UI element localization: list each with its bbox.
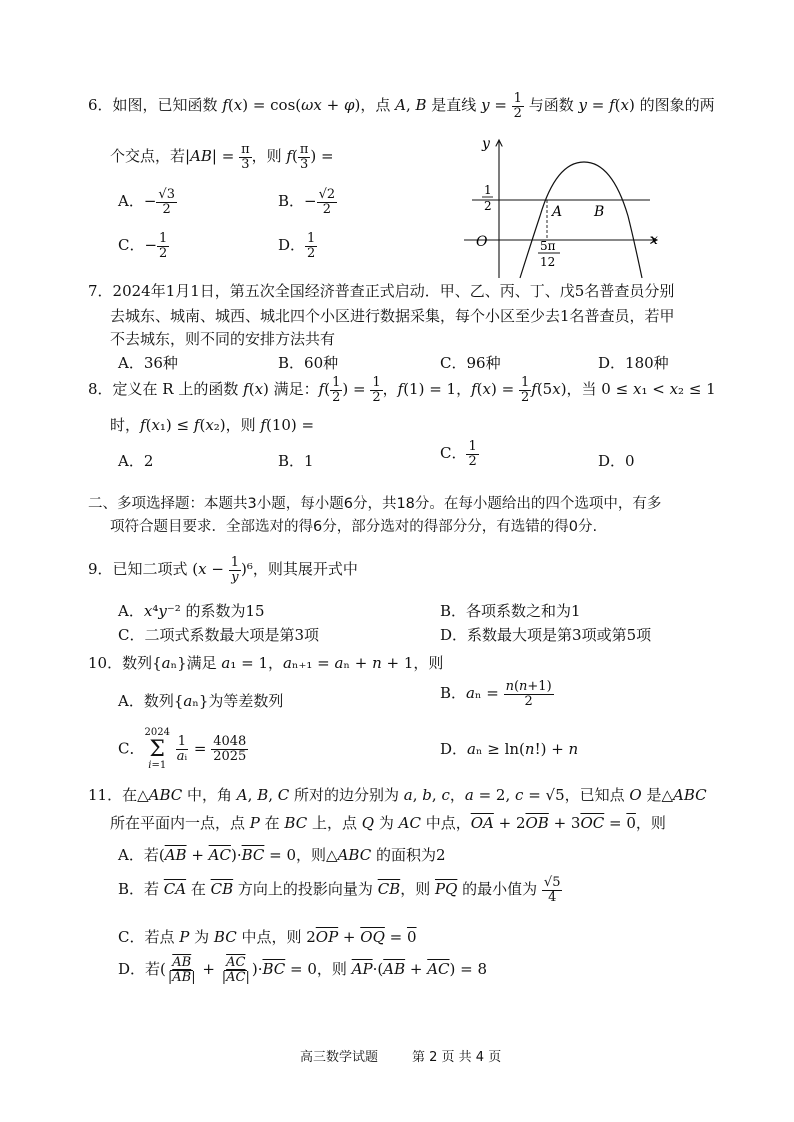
- q11-option-d: D．若( $\frac{\overline{AB}}{|\overline{AB}|}$ + $\frac{\overline{AC}}{|\overline{AC}|}$ )$\cdot\overline{BC} = 0$，则 $\overline{AP}\cdot(\overline{AB} + \overline{AC}) = 8$: [118, 955, 488, 985]
- q10-option-c: C． 2024 Σ i=1 $\frac{1}{\text{aᵢ}}$ = $\frac{4048}{2025}$: [118, 727, 247, 771]
- q9-option-b: B．各项系数之和为1: [440, 602, 581, 620]
- q6-graph: [462, 132, 672, 280]
- q11-option-a: A．若$(\overline{AB} + \overline{AC})\cdot\overline{BC} = 0$，则△ABC 的面积为2: [118, 846, 446, 864]
- x-mark-num: 5π: [540, 239, 556, 253]
- q6-option-a: A．− $\frac{√3}{2}$: [118, 187, 175, 217]
- q6-option-d: D． $\frac{1}{2}$: [278, 231, 316, 261]
- origin-label: O: [476, 234, 488, 250]
- q9-option-c: C．二项式系数最大项是第3项: [118, 626, 320, 644]
- q6-line2: 个交点，若|AB| = $\frac{\pi}{3}$ ，则 f( $\frac{\pi}{3}$ ) =: [110, 142, 334, 172]
- q7-option-a: A．36种: [118, 354, 178, 372]
- q9-option-d: D．系数最大项是第3项或第5项: [440, 626, 652, 644]
- q10-option-d: D．aₙ ≥ ln(n!) + n: [440, 740, 579, 758]
- q7-line3: 不去城东，则不同的安排方法共有: [110, 330, 336, 348]
- point-b-label: B: [594, 204, 605, 220]
- cosine-curve: [520, 162, 642, 278]
- x-mark-den: 12: [540, 255, 556, 269]
- q7-option-b: B．60种: [278, 354, 339, 372]
- q10-stem: 10．数列{aₙ}满足 a₁ = 1，aₙ₊₁ = aₙ + n + 1，则: [88, 654, 444, 672]
- q11-line2: 所在平面内一点，点 P 在 BC 上，点 Q 为 AC 中点，$\overline{OA} + 2\overline{OB} + 3\overline{OC} = 0$，则: [110, 814, 666, 832]
- section2-line2: 项符合题目要求．全部选对的得6分，部分选对的得部分分，有选错的得0分.: [110, 519, 598, 535]
- q10-option-b: B．aₙ = $\frac{n(n+1)}{2}$: [440, 679, 552, 709]
- q7-option-c: C．96种: [440, 354, 501, 372]
- q11-option-b: B．若 $\overline{CA}$ 在 $\overline{CB}$ 方向上的投影向量为 $\overline{CB}$，则 $\overline{PQ}$ 的最小值为 $\frac{√5}{4}$: [118, 875, 561, 905]
- q6-option-c: C．− $\frac{1}{2}$: [118, 231, 168, 261]
- q9-option-a: A．x⁴y⁻² 的系数为15: [118, 602, 265, 620]
- q8-line2: 时，f(x₁) ≤ f(x₂)，则 f(10) =: [110, 416, 315, 434]
- q10-option-a: A．数列{aₙ}为等差数列: [118, 692, 284, 710]
- q8-option-a: A．2: [118, 452, 154, 470]
- q7-line1: 7．2024年1月1日，第五次全国经济普查正式启动．甲、乙、丙、丁、戊5名普查员分别: [88, 282, 675, 300]
- q8-option-c: C． $\frac{1}{2}$: [440, 439, 477, 469]
- q11-option-c: C．若点 P 为 BC 中点，则 $2\overline{OP} + \overline{OQ} = 0$: [118, 928, 417, 946]
- y-axis-label: y: [482, 136, 490, 152]
- q6-option-b: B．− $\frac{√2}{2}$: [278, 187, 336, 217]
- q8-option-b: B．1: [278, 452, 314, 470]
- q6-line1: 6．如图，已知函数 f(x) = cos(ωx + φ)，点 A, B 是直线 y = $\frac{1}{2}$ 与函数 y = f(x) 的图象的两: [88, 91, 715, 121]
- q7-line2: 去城东、城南、城西、城北四个小区进行数据采集，每个小区至少去1名普查员，若甲: [110, 307, 675, 325]
- point-a-label: A: [552, 204, 563, 220]
- half-label-den: 2: [484, 199, 492, 213]
- half-label-num: 1: [484, 183, 492, 197]
- footer-subject: 高三数学试题: [300, 1050, 379, 1065]
- q9-stem: 9．已知二项式 (x − $\frac{1}{y}$ )⁶，则其展开式中: [88, 555, 358, 585]
- q11-line1: 11．在△ABC 中，角 A, B, C 所对的边分别为 a, b, c，a = 2, c = √5，已知点 O 是△ABC: [88, 786, 707, 804]
- q8-option-d: D．0: [598, 452, 635, 470]
- footer-page: 第 2 页 共 4 页: [412, 1050, 502, 1065]
- q7-option-d: D．180种: [598, 354, 669, 372]
- section2-line1: 二、多项选择题：本题共3小题，每小题6分，共18分。在每小题给出的四个选项中，有多: [88, 496, 662, 512]
- x-axis-label: x: [650, 232, 658, 248]
- q8-line1: 8．定义在 R 上的函数 f(x) 满足：f( $\frac{1}{2}$ ) = $\frac{1}{2}$ ，f(1) = 1，f(x) = $\frac{1}{2}$ f(5x)，当 0 ≤ x₁ < x₂ ≤ 1: [88, 375, 716, 405]
